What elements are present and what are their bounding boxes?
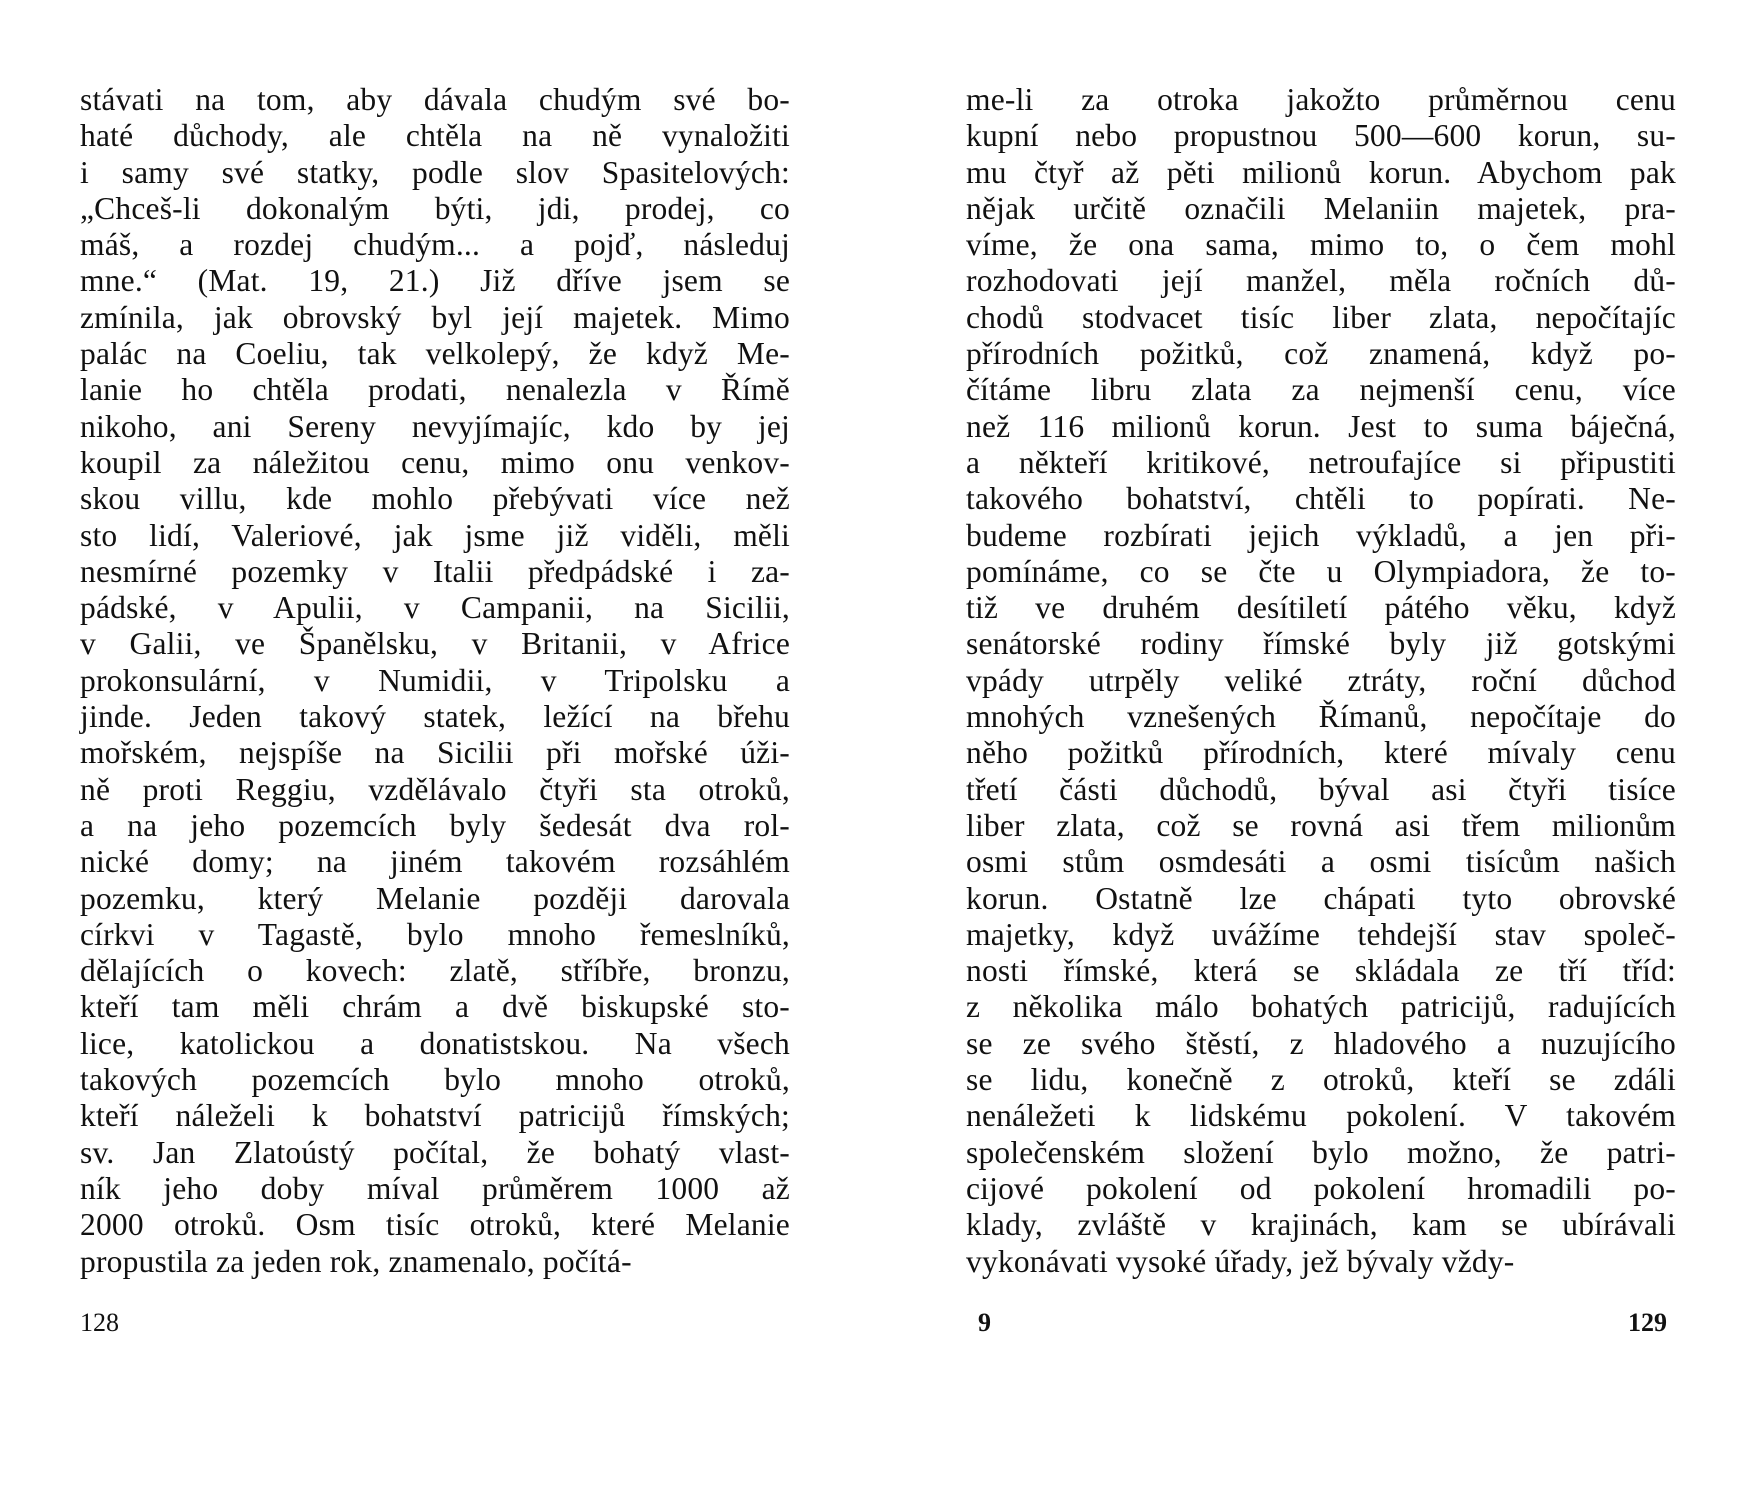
text-line: a na jeho pozemcích byly šedesát dva rol- bbox=[80, 807, 790, 843]
text-line: čítáme libru zlata za nejmenší cenu, více bbox=[966, 372, 1676, 408]
text-line: rozhodovati její manžel, měla ročních dů- bbox=[966, 263, 1676, 299]
text-line: liber zlata, což se rovná asi třem milionům bbox=[966, 807, 1676, 843]
text-line: pomínáme, co se čte u Olympiadora, že to- bbox=[966, 553, 1676, 589]
text-line: máš, a rozdej chudým... a pojď, následuj bbox=[80, 227, 790, 263]
text-line: prokonsulární, v Numidii, v Tripolsku a bbox=[80, 662, 790, 698]
text-line: osmi stům osmdesáti a osmi tisícům našich bbox=[966, 844, 1676, 880]
text-line: nické domy; na jiném takovém rozsáhlém bbox=[80, 844, 790, 880]
text-line: se ze svého štěstí, z hladového a nuzujícího bbox=[966, 1025, 1676, 1061]
text-line: majetky, když uvážíme tehdejší stav společ- bbox=[966, 916, 1676, 952]
text-line: propustila za jeden rok, znamenalo, počítá- bbox=[80, 1243, 632, 1279]
text-line: koupil za náležitou cenu, mimo onu venkov- bbox=[80, 444, 790, 480]
text-line: stávati na tom, aby dávala chudým své bo- bbox=[80, 82, 790, 117]
text-line: tiž ve druhém desítiletí pátého věku, když bbox=[966, 590, 1676, 626]
text-line: a někteří kritikové, netroufajíce si připustiti bbox=[966, 444, 1676, 480]
text-line: než 116 milionů korun. Jest to suma báječná, bbox=[966, 408, 1676, 444]
text-line: palác na Coeliu, tak velkolepý, že když Me- bbox=[80, 336, 790, 372]
text-line: budeme rozbírati jejich výkladů, a jen při- bbox=[966, 517, 1676, 553]
text-line: sv. Jan Zlatoústý počítal, že bohatý vlast- bbox=[80, 1134, 790, 1170]
text-line: korun. Ostatně lze chápati tyto obrovské bbox=[966, 880, 1676, 916]
text-line: kupní nebo propustnou 500—600 korun, su- bbox=[966, 118, 1676, 154]
text-line: mnohých vznešených Římanů, nepočítaje do bbox=[966, 699, 1676, 735]
right-page-number: 129 bbox=[1628, 1308, 1667, 1337]
text-line: 2000 otroků. Osm tisíc otroků, které Melanie bbox=[80, 1207, 790, 1243]
text-line: církvi v Tagastě, bylo mnoho řemeslníků, bbox=[80, 916, 790, 952]
text-line: z několika málo bohatých patricijů, radujících bbox=[966, 989, 1676, 1025]
text-line: haté důchody, ale chtěla na ně vynaložiti bbox=[80, 118, 790, 154]
text-line: vykonávati vysoké úřady, jež bývaly vždy- bbox=[966, 1243, 1515, 1279]
text-line: mne.“ (Mat. 19, 21.) Již dříve jsem se bbox=[80, 263, 790, 299]
text-line: me-li za otroka jakožto průměrnou cenu bbox=[966, 82, 1676, 117]
text-line: jinde. Jeden takový statek, ležící na břehu bbox=[80, 699, 790, 735]
text-line: senátorské rodiny římské byly již gotskými bbox=[966, 626, 1676, 662]
text-line: skou villu, kde mohlo přebývati více než bbox=[80, 481, 790, 517]
text-line: pádské, v Apulii, v Campanii, na Sicilii, bbox=[80, 590, 790, 626]
text-line: ně proti Reggiu, vzdělávalo čtyři sta otroků, bbox=[80, 771, 790, 807]
text-line: klady, zvláště v krajinách, kam se ubírávali bbox=[966, 1207, 1676, 1243]
left-page-number: 128 bbox=[80, 1308, 119, 1337]
text-line: kteří náleželi k bohatství patricijů římských; bbox=[80, 1098, 790, 1134]
text-line: v Galii, ve Španělsku, v Britanii, v Africe bbox=[80, 626, 790, 662]
text-line: ník jeho doby míval průměrem 1000 až bbox=[80, 1170, 790, 1206]
right-page-text bbox=[966, 82, 1676, 1280]
text-line: kteří tam měli chrám a dvě biskupské sto- bbox=[80, 989, 790, 1025]
text-line: dělajících o kovech: zlatě, stříbře, bronzu, bbox=[80, 953, 790, 989]
text-line: zmínila, jak obrovský byl její majetek. Mimo bbox=[80, 299, 790, 335]
text-line: sto lidí, Valeriové, jak jsme již viděli, měli bbox=[80, 517, 790, 553]
text-line: i samy své statky, podle slov Spasitelových: bbox=[80, 154, 790, 190]
text-line: třetí části důchodů, býval asi čtyři tisíce bbox=[966, 771, 1676, 807]
text-line: lanie ho chtěla prodati, nenalezla v Římě bbox=[80, 372, 790, 408]
text-line: cijové pokolení od pokolení hromadili po- bbox=[966, 1170, 1676, 1206]
left-page-text bbox=[80, 82, 790, 1280]
text-line: nikoho, ani Sereny nevyjímajíc, kdo by jej bbox=[80, 408, 790, 444]
text-line: takového bohatství, chtěli to popírati. Ne- bbox=[966, 481, 1676, 517]
text-line: něho požitků přírodních, které mívaly cenu bbox=[966, 735, 1676, 771]
text-line: lice, katolickou a donatistskou. Na všech bbox=[80, 1025, 790, 1061]
text-line: pozemku, který Melanie později darovala bbox=[80, 880, 790, 916]
text-line: vpády utrpěly veliké ztráty, roční důchod bbox=[966, 662, 1676, 698]
text-line: přírodních požitků, což znamená, když po- bbox=[966, 336, 1676, 372]
text-line: mořském, nejspíše na Sicilii při mořské úži- bbox=[80, 735, 790, 771]
text-line: mu čtyř až pěti milionů korun. Abychom pak bbox=[966, 154, 1676, 190]
text-line: takových pozemcích bylo mnoho otroků, bbox=[80, 1062, 790, 1098]
text-line: nesmírné pozemky v Italii předpádské i za- bbox=[80, 553, 790, 589]
text-line: se lidu, konečně z otroků, kteří se zdáli bbox=[966, 1062, 1676, 1098]
text-line: nenáležeti k lidskému pokolení. V takovém bbox=[966, 1098, 1676, 1134]
text-line: nějak určitě označili Melaniin majetek, pra- bbox=[966, 190, 1676, 226]
signature-mark: 9 bbox=[978, 1308, 991, 1337]
text-line: společenském složení bylo možno, že patri- bbox=[966, 1134, 1676, 1170]
text-line: „Chceš-li dokonalým býti, jdi, prodej, co bbox=[80, 190, 790, 226]
text-line: chodů stodvacet tisíc liber zlata, nepočítajíc bbox=[966, 299, 1676, 335]
text-line: víme, že ona sama, mimo to, o čem mohl bbox=[966, 227, 1676, 263]
text-line: nosti římské, která se skládala ze tří tříd: bbox=[966, 953, 1676, 989]
